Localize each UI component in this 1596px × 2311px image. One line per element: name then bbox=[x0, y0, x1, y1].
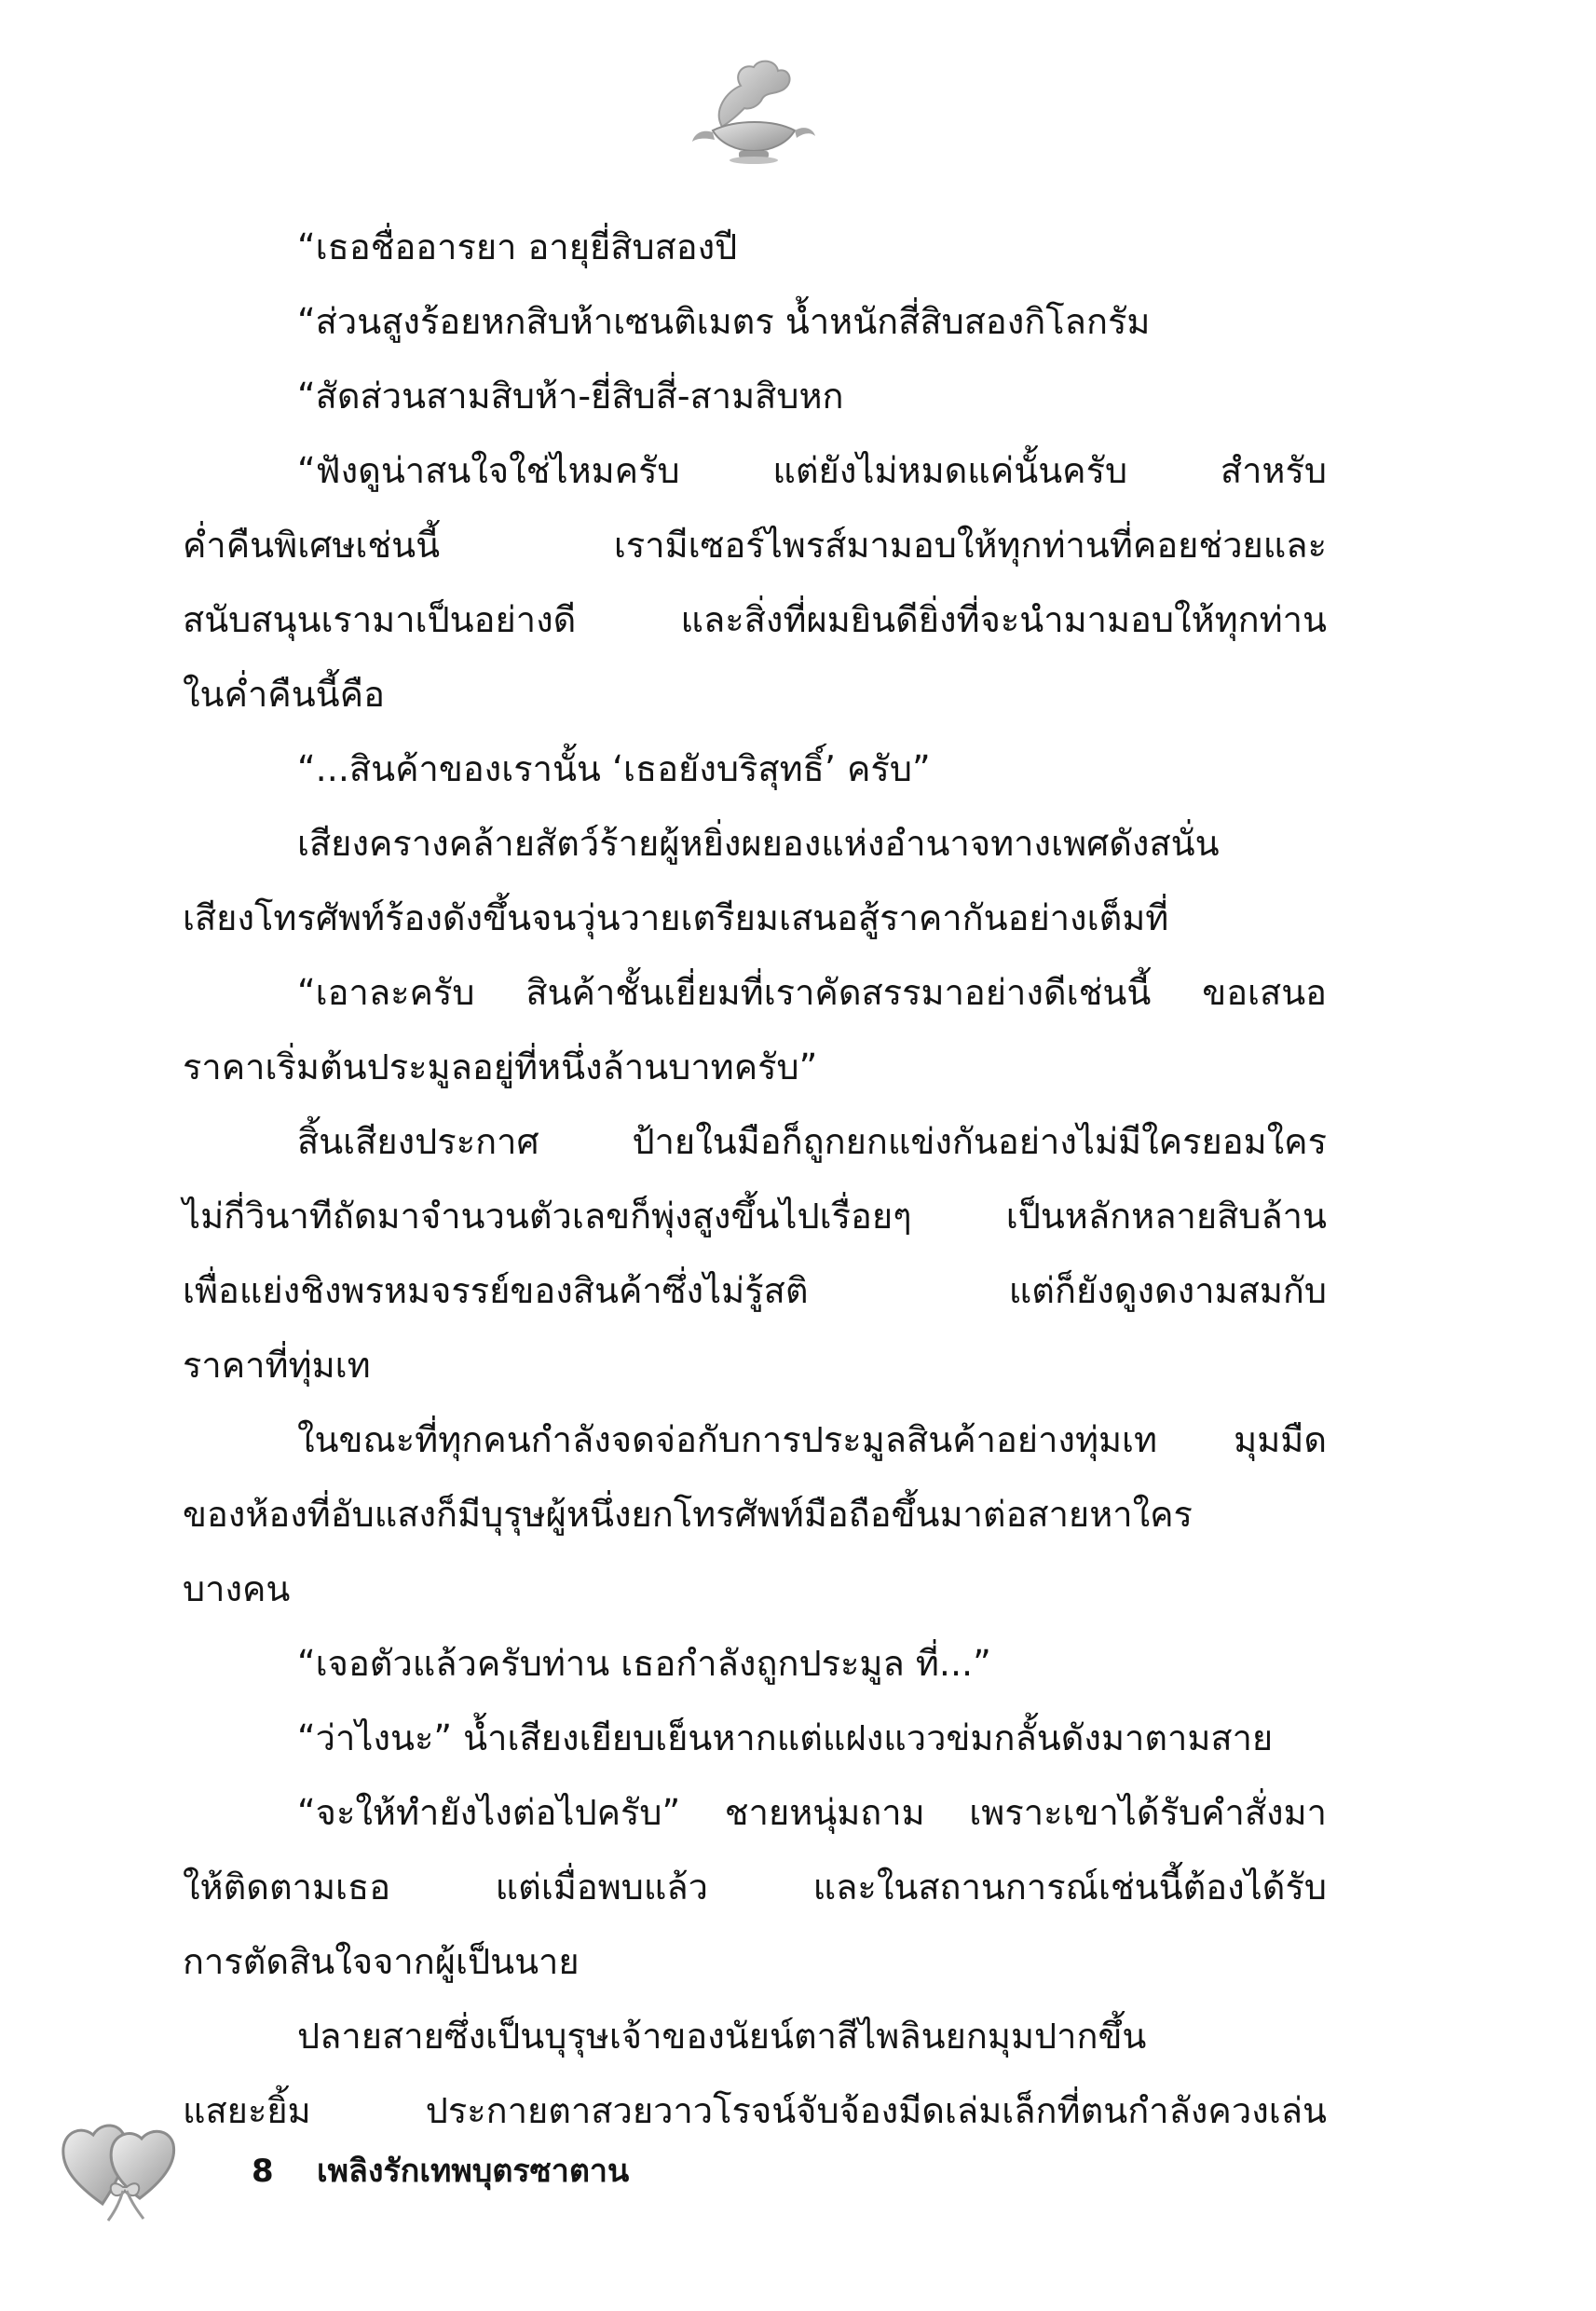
book-title: เพลิงรักเทพบุตรซาตาน bbox=[317, 2153, 630, 2190]
text-line: ราคาเริ่มต้นประมูลอยู่ที่หนึ่งล้านบาทครับ” bbox=[183, 1046, 818, 1087]
page-number: 8 bbox=[252, 2153, 274, 2190]
text-line: ปลายสายซึ่งเป็นบุรุษเจ้าของนัยน์ตาสีไพลินยกมุมปากขึ้น bbox=[297, 2016, 1147, 2057]
text-line: สิ้นเสียงประกาศ ป้ายในมือก็ถูกยกแข่งกันอย่างไม่มีใครยอมใคร bbox=[297, 1121, 1327, 1162]
body-text bbox=[183, 210, 1327, 2148]
text-line: ค่ำคืนพิเศษเช่นนี้ เรามีเซอร์ไพรส์มามอบให้ทุกท่านที่คอยช่วยและ bbox=[183, 525, 1327, 566]
text-line: “เธอชื่ออารยา อายุยี่สิบสองปี bbox=[297, 226, 738, 267]
text-line: “เจอตัวแล้วครับท่าน เธอกำลังถูกประมูล ที่...” bbox=[297, 1643, 991, 1684]
text-line: “จะให้ทำยังไงต่อไปครับ” ชายหนุ่มถาม เพราะเขาได้รับคำสั่งมา bbox=[297, 1792, 1327, 1833]
text-line: การตัดสินใจจากผู้เป็นนาย bbox=[183, 1941, 580, 1982]
text-line: สนับสนุนเรามาเป็นอย่างดี และสิ่งที่ผมยินดียิ่งที่จะนำมามอบให้ทุกท่าน bbox=[183, 599, 1327, 640]
page-footer bbox=[252, 2148, 629, 2195]
text-line: “ส่วนสูงร้อยหกสิบห้าเซนติเมตร น้ำหนักสี่สิบสองกิโลกรัม bbox=[297, 301, 1151, 342]
hearts-bow-icon bbox=[58, 2101, 198, 2227]
text-line: ของห้องที่อับแสงก็มีบุรุษผู้หนึ่งยกโทรศัพท์มือถือขึ้นมาต่อสายหาใคร bbox=[183, 1494, 1193, 1535]
text-line: เสียงโทรศัพท์ร้องดังขึ้นจนวุ่นวายเตรียมเสนอสู้ราคากันอย่างเต็มที่ bbox=[183, 897, 1169, 938]
text-line: “ฟังดูน่าสนใจใช่ไหมครับ แต่ยังไม่หมดแค่นั้นครับ สำหรับ bbox=[297, 450, 1327, 491]
text-line: “ว่าไงนะ” น้ำเสียงเยียบเย็นหากแต่แฝงแววข่มกลั้นดังมาตามสาย bbox=[297, 1717, 1274, 1758]
text-line: ไม่กี่วินาทีถัดมาจำนวนตัวเลขก็พุ่งสูงขึ้นไปเรื่อยๆ เป็นหลักหลายสิบล้าน bbox=[183, 1196, 1327, 1237]
text-line: “สัดส่วนสามสิบห้า-ยี่สิบสี่-สามสิบหก bbox=[297, 376, 844, 417]
text-line: ในค่ำคืนนี้คือ bbox=[183, 674, 385, 715]
text-line: “...สินค้าของเรานั้น ‘เธอยังบริสุทธิ์’ ครับ” bbox=[297, 748, 931, 789]
genie-lamp-icon bbox=[685, 54, 825, 166]
text-line: ให้ติดตามเธอ แต่เมื่อพบแล้ว และในสถานการณ์เช่นนี้ต้องได้รับ bbox=[183, 1867, 1327, 1908]
text-line: เสียงครางคล้ายสัตว์ร้ายผู้หยิ่งผยองแห่งอำนาจทางเพศดังสนั่น bbox=[297, 823, 1220, 864]
text-line: เพื่อแย่งชิงพรหมจรรย์ของสินค้าซึ่งไม่รู้สติ แต่ก็ยังดูงดงามสมกับ bbox=[183, 1270, 1327, 1311]
text-line: บางคน bbox=[183, 1568, 291, 1609]
text-line: ในขณะที่ทุกคนกำลังจดจ่อกับการประมูลสินค้าอย่างทุ่มเท มุมมืด bbox=[297, 1419, 1327, 1460]
text-line: “เอาละครับ สินค้าชั้นเยี่ยมที่เราคัดสรรมาอย่างดีเช่นนี้ ขอเสนอ bbox=[297, 972, 1327, 1013]
text-line: แสยะยิ้ม ประกายตาสวยวาวโรจน์จับจ้องมีดเล่มเล็กที่ตนกำลังควงเล่น bbox=[183, 2090, 1327, 2131]
text-line: ราคาที่ทุ่มเท bbox=[183, 1345, 371, 1386]
